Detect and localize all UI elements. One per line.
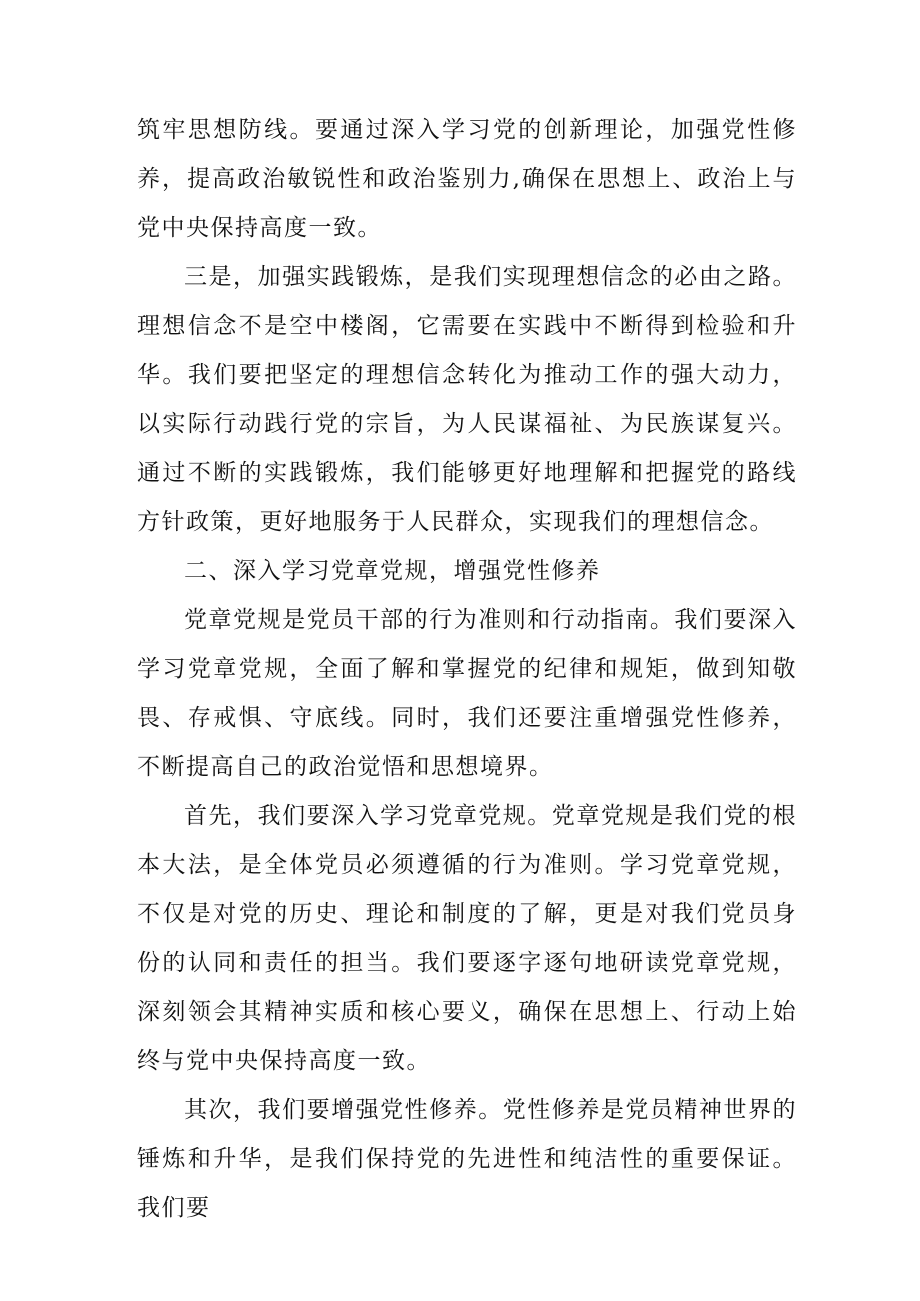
paragraph-continuation: 筑牢思想防线。要通过深入学习党的创新理论，加强党性修养，提高政治敏锐性和政治鉴别力,确保在思想上、政治上与党中央保持高度一致。 (137, 117, 797, 241)
paragraph-practice: 三是，加强实践锻炼，是我们实现理想信念的必由之路。理想信念不是空中楼阁，它需要在实践中不断得到检验和升华。我们要把坚定的理想信念转化为推动工作的强大动力，以实际行动践行党的宗旨，为人民谋福祉、为民族谋复兴。通过不断的实践锻炼，我们能够更好地理解和把握党的路线方针政策，更好地服务于人民群众，实现我们的理想信念。 (137, 264, 797, 535)
paragraph-first: 首先，我们要深入学习党章党规。党章党规是我们党的根本大法，是全体党员必须遵循的行为准则。学习党章党规，不仅是对党的历史、理论和制度的了解，更是对我们党员身份的认同和责任的担当。我们要逐字逐句地研读党章党规，深刻领会其精神实质和核心要义，确保在思想上、行动上始终与党中央保持高度一致。 (137, 803, 797, 1074)
section-heading: 二、深入学习党章党规，增强党性修养 (184, 558, 601, 584)
document-body (137, 106, 797, 1233)
paragraph-second: 其次，我们要增强党性修养。党性修养是党员精神世界的锤炼和升华，是我们保持党的先进性和纯洁性的重要保证。我们要 (137, 1097, 797, 1221)
paragraph-party-rules: 党章党规是党员干部的行为准则和行动指南。我们要深入学习党章党规，全面了解和掌握党的纪律和规矩，做到知敬畏、存戒惧、守底线。同时，我们还要注重增强党性修养，不断提高自己的政治觉悟和思想境界。 (137, 607, 797, 780)
